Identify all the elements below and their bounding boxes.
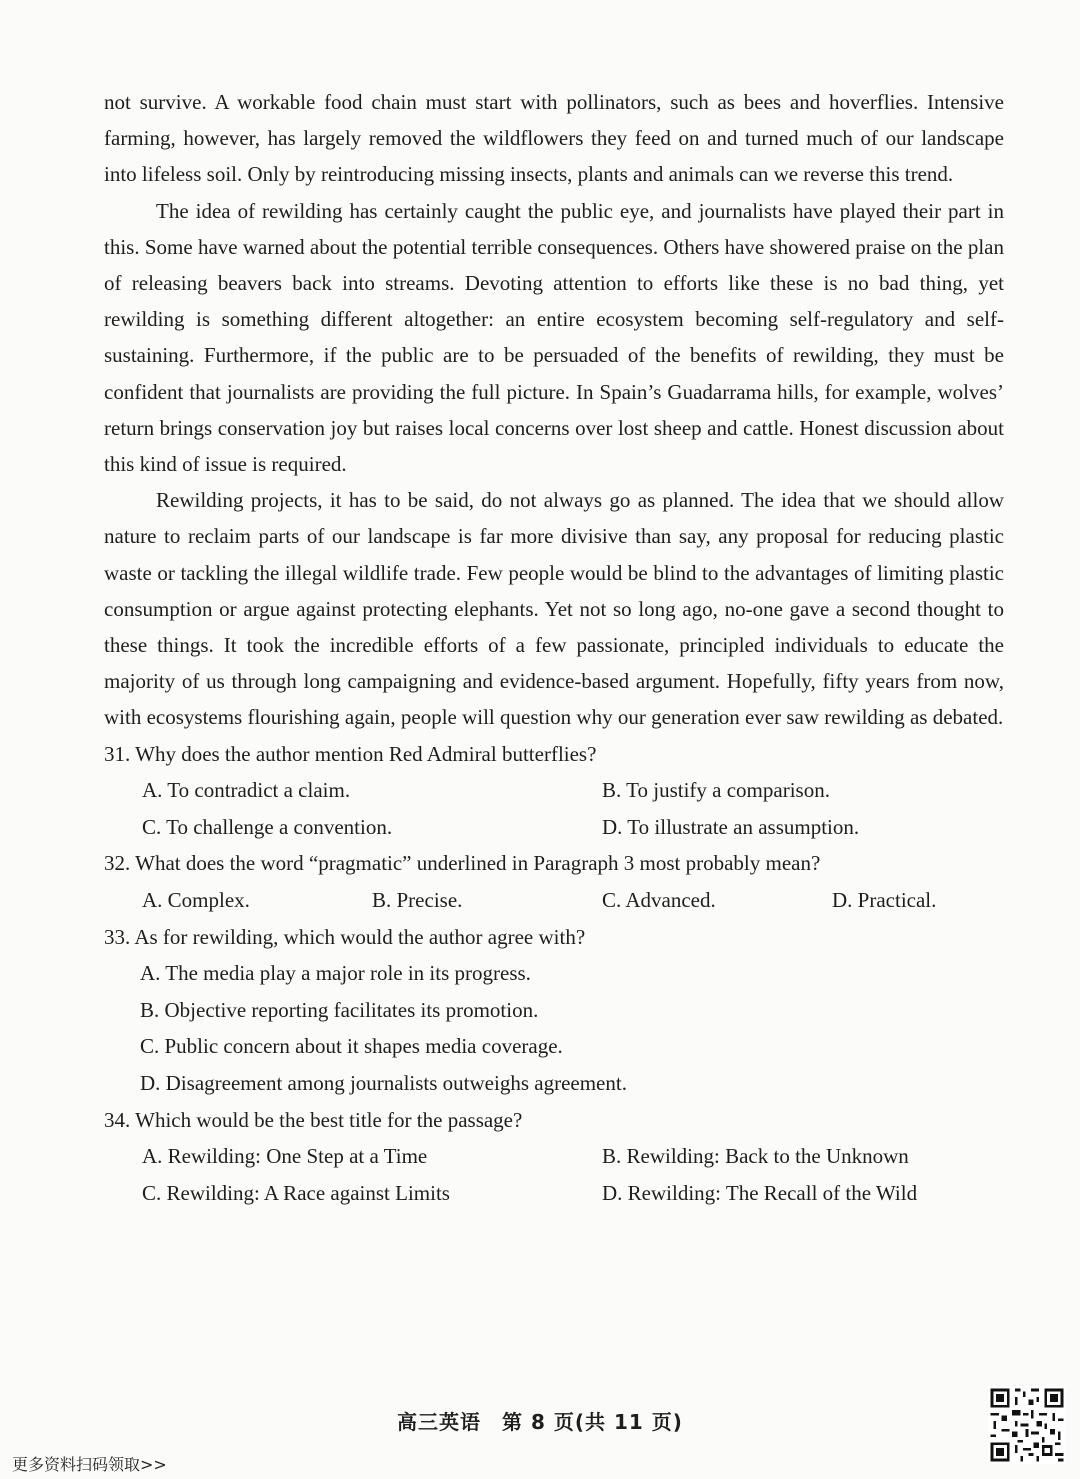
- question-31: [104, 736, 1004, 846]
- options-row: [104, 772, 1004, 809]
- question-33: [104, 919, 1004, 1102]
- option-d: D. Disagreement among journalists outweighs agreement.: [140, 1071, 627, 1095]
- paragraph-continued: not survive. A workable food chain must start with pollinators, such as bees and hoverflies. Intensive farming, however, has largely removed the wildflowers they feed on and turned much of our landscape into lifeless soil. Only by reintroducing missing insects, plants and animals can we reverse this trend.: [104, 90, 1004, 187]
- option-a: A. Complex.: [142, 888, 250, 913]
- option-c: C. Rewilding: A Race against Limits: [142, 1180, 450, 1205]
- qr-code-icon[interactable]: [988, 1386, 1066, 1464]
- options-row: [104, 1138, 1004, 1175]
- option-c: C. Public concern about it shapes media coverage.: [140, 1034, 563, 1059]
- option-b: B. To justify a comparison.: [602, 778, 830, 803]
- option-b: B. Precise.: [372, 888, 463, 913]
- exam-page-body: [104, 84, 1004, 1211]
- question-34: [104, 1102, 1004, 1212]
- option-a: A. The media play a major role in its progress.: [140, 961, 531, 986]
- option-d: D. To illustrate an assumption.: [602, 814, 860, 839]
- scan-note-text: 更多资料扫码领取>>: [12, 1455, 167, 1474]
- question-stem: 32. What does the word “pragmatic” underlined in Paragraph 3 most probably mean?: [104, 851, 821, 876]
- option-c: C. To challenge a convention.: [142, 814, 393, 839]
- option-d: D. Practical.: [832, 888, 937, 913]
- question-stem: 31. Why does the author mention Red Admiral butterflies?: [104, 741, 597, 766]
- paragraph-journalists: The idea of rewilding has certainly caught the public eye, and journalists have played their part in this. Some have warned about the potential terrible consequences. Others have showered praise on the plan of releasing beavers back into streams. Devoting attention to efforts like these is no bad thing, yet rewilding is something different altogether: an entire ecosystem becoming self-regulatory and self-sustaining. Furthermore, if the public are to be persuaded of the benefits of rewilding, they must be confident that journalists are providing the full picture. In Spain’s Guadarrama hills, for example, wolves’ return brings conservation joy but raises local concerns over lost sheep and cattle. Honest discussion about this kind of issue is required.: [104, 198, 1004, 477]
- option-c: C. Advanced.: [602, 888, 716, 913]
- question-32: [104, 845, 1004, 918]
- question-stem: 34. Which would be the best title for the passage?: [104, 1107, 523, 1132]
- option-b: B. Rewilding: Back to the Unknown: [602, 1144, 909, 1169]
- question-stem: 33. As for rewilding, which would the author agree with?: [104, 924, 586, 949]
- page-footer: 高三英语 第 8 页(共 11 页): [397, 1410, 683, 1434]
- options-row: [104, 882, 1004, 919]
- options-row: [104, 809, 1004, 846]
- option-a: A. To contradict a claim.: [142, 778, 351, 803]
- option-b: B. Objective reporting facilitates its promotion.: [140, 997, 539, 1022]
- paragraph-divisive: Rewilding projects, it has to be said, do not always go as planned. The idea that we should allow nature to reclaim parts of our landscape is far more divisive than say, any proposal for reducing plastic waste or tackling the illegal wildlife trade. Few people would be blind to the advantages of limiting plastic consumption or argue against protecting elephants. Yet not so long ago, no-one gave a second thought to these things. It took the incredible efforts of a few passionate, principled individuals to educate the majority of us through long campaigning and evidence-based argument. Hopefully, fifty years from now, with ecosystems flourishing again, people will question why our generation ever saw rewilding as debated.: [104, 488, 1004, 730]
- option-a: A. Rewilding: One Step at a Time: [142, 1144, 428, 1169]
- options-row: [104, 1175, 1004, 1212]
- option-d: D. Rewilding: The Recall of the Wild: [602, 1180, 918, 1205]
